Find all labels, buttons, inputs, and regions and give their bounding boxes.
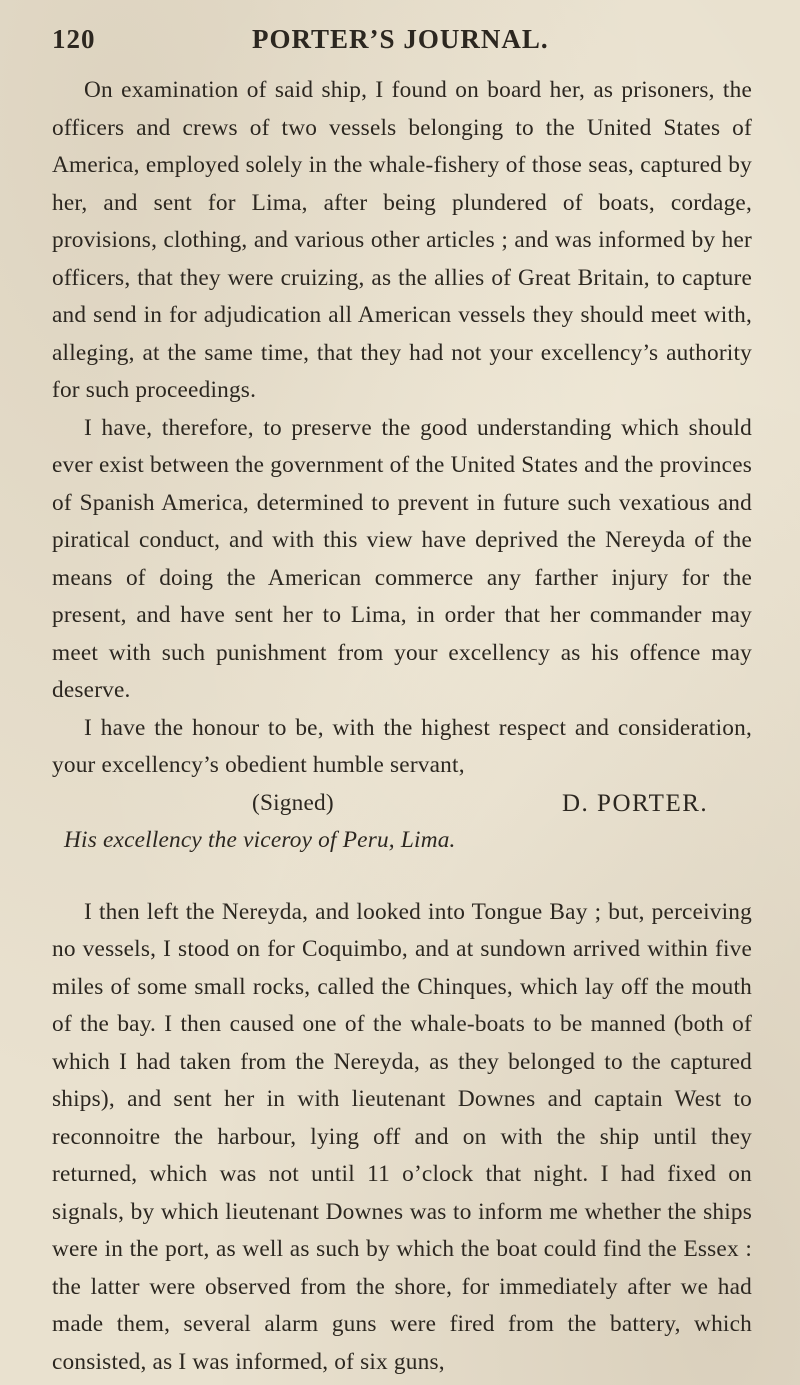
letter-addressee: His excellency the viceroy of Peru, Lima. (64, 827, 456, 853)
page-number: 120 (52, 24, 96, 54)
signed-label: (Signed) (252, 789, 334, 816)
page-body (52, 72, 752, 1381)
narrative-paragraph: I then left the Nereyda, and looked into Tongue Bay ; but, perceiving no vessels, I stood on for Coquimbo, and at sundown arrived within five miles of some small rocks, called the Chinques, which lay off the mouth of the bay. I then caused one of the whale-boats to be manned (both of which I had taken from the Nereyda, as they belonged to the captured ships), and sent her in with lieutenant Downes and captain West to reconnoitre the harbour, lying off and on with the ship until they returned, which was not until 11 o’clock that night. I had fixed on signals, by which lieutenant Downes was to inform me whether the ships were in the port, as well as such by which the boat could find the Essex : the latter were observed from the shore, for immediately after we had made them, several alarm guns were fired from the battery, which consisted, as I was informed, of six guns, (52, 898, 752, 1375)
letter-paragraph-2: I have, therefore, to preserve the good understanding which should ever exist between the government of the United States and the provinces of Spanish America, determined to prevent in future such vexatious and piratical conduct, and with this view have deprived the Nereyda of the means of doing the American commerce any farther injury for the present, and have sent her to Lima, in order that her commander may meet with such punishment from your excellency as his offence may deserve. (52, 414, 752, 703)
running-title: PORTER’S JOURNAL. (252, 24, 549, 54)
page-header (52, 20, 732, 60)
signer-name: D. PORTER. (562, 789, 709, 817)
signature-line (52, 785, 752, 823)
letter-paragraph-3: I have the honour to be, with the highest respect and consideration, your excellency’s obedient humble servant, (52, 714, 752, 778)
letter-paragraph-1: On examination of said ship, I found on board her, as prisoners, the officers and crews of two vessels belonging to the United States of America, employed solely in the whale-fishery of those seas, captured by her, and sent for Lima, after being plundered of boats, cordage, provisions, clothing, and various other articles ; and was informed by her officers, that they were cruizing, as the allies of Great Britain, to capture and send in for adjudication all American vessels they should meet with, alleging, at the same time, that they had not your excellency’s authority for such proceedings. (52, 77, 752, 403)
